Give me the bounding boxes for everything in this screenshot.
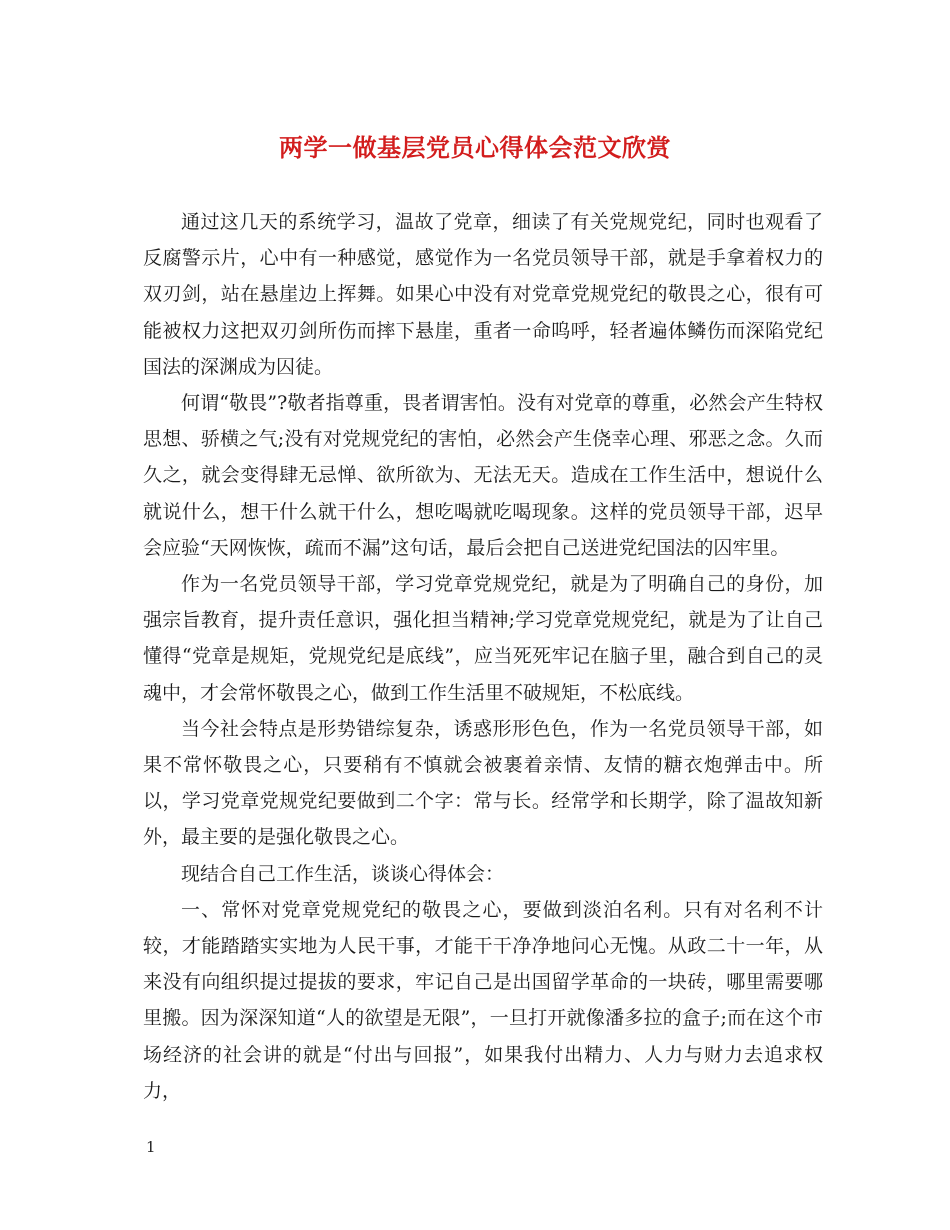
paragraph-5: 现结合自己工作生活，谈谈心得体会： (181, 862, 505, 885)
paragraph-6: 一、常怀对党章党规党纪的敬畏之心，要做到淡泊名利。只有对名利不计较，才能踏踏实实地为人民干事，才能干干净净地问心无愧。从政二十一年，从来没有向组织提过提拔的要求，牢记自己是出国留学革命的一块砖，哪里需要哪里搬。因为深深知道“人的欲望是无限”，一旦打开就像潘多拉的盒子;而在这个市场经济的社会讲的就是“付出与回报”，如果我付出精力、人力与财力去追求权力， (143, 898, 823, 1102)
paragraph-2: 何谓“敬畏”?敬者指尊重，畏者谓害怕。没有对党章的尊重，必然会产生特权思想、骄横之气;没有对党规党纪的害怕，必然会产生侥幸心理、邪恶之念。久而久之，就会变得肆无忌惮、欲所欲为、无法无天。造成在工作生活中，想说什么就说什么，想干什么就干什么，想吃喝就吃喝现象。这样的党员领导干部，迟早会应验“天网恢恢，疏而不漏”这句话，最后会把自己送进党纪国法的囚牢里。 (143, 392, 823, 559)
document-body (143, 204, 823, 1109)
document-title: 两学一做基层党员心得体会范文欣赏 (279, 133, 671, 162)
paragraph-1: 通过这几天的系统学习，温故了党章，细读了有关党规党纪，同时也观看了反腐警示片，心中有一种感觉，感觉作为一名党员领导干部，就是手拿着权力的双刃剑，站在悬崖边上挥舞。如果心中没有对党章党规党纪的敬畏之心，很有可能被权力这把双刃剑所伤而摔下悬崖，重者一命呜呼，轻者遍体鳞伤而深陷党纪国法的深渊成为囚徒。 (143, 211, 823, 378)
page-number: 1 (146, 1138, 156, 1156)
paragraph-3: 作为一名党员领导干部，学习党章党规党纪，就是为了明确自己的身份，加强宗旨教育，提升责任意识，强化担当精神;学习党章党规党纪，就是为了让自己懂得“党章是规矩，党规党纪是底线”，应当死死牢记在脑子里，融合到自己的灵魂中，才会常怀敬畏之心，做到工作生活里不破规矩，不松底线。 (143, 573, 823, 704)
paragraph-4: 当今社会特点是形势错综复杂，诱惑形形色色，作为一名党员领导干部，如果不常怀敬畏之心，只要稍有不慎就会被裹着亲情、友情的糖衣炮弹击中。所以，学习党章党规党纪要做到二个字：常与长。经常学和长期学，除了温故知新外，最主要的是强化敬畏之心。 (143, 717, 823, 849)
